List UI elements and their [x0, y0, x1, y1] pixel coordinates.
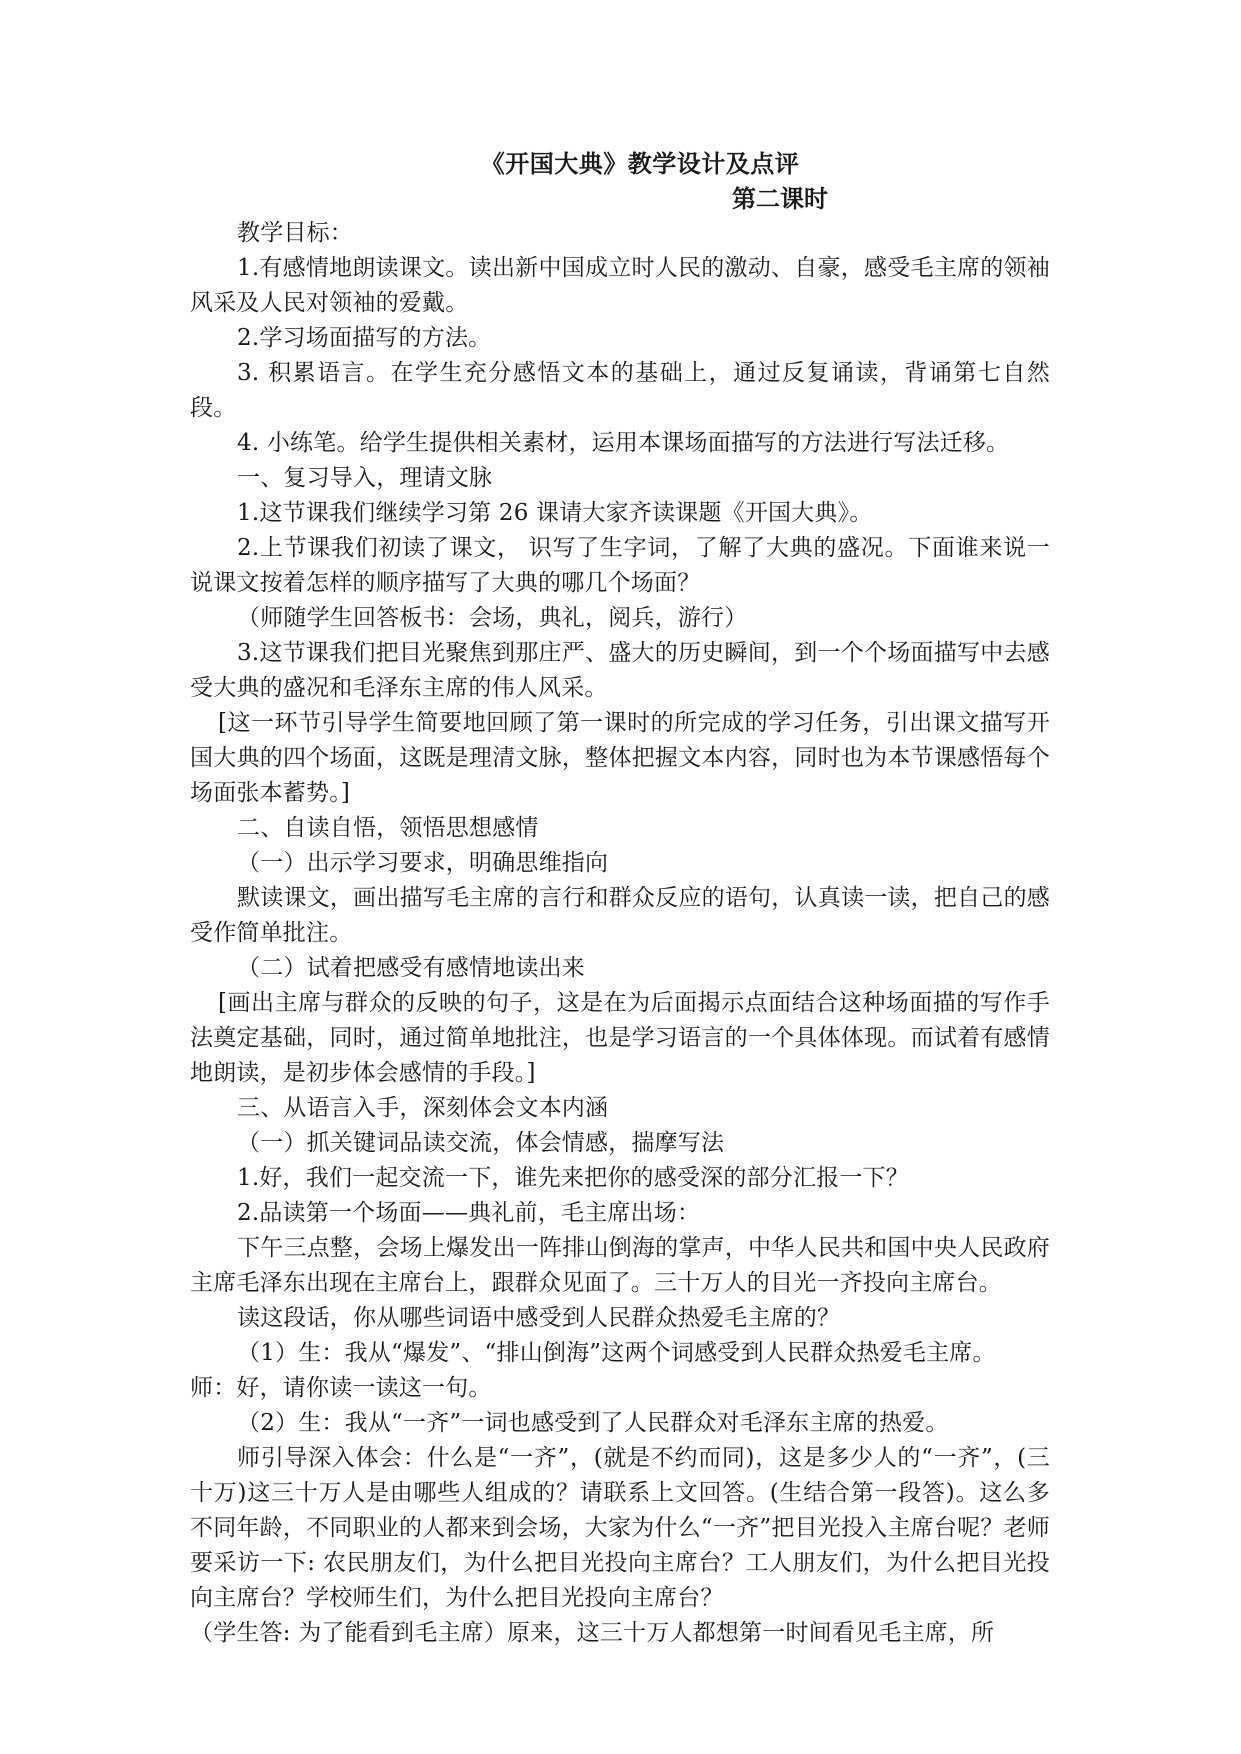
document-page	[190, 146, 1050, 1651]
document-body	[190, 216, 1050, 1651]
document-subtitle: 第二课时	[732, 184, 828, 213]
paragraph: （师随学生回答板书：会场，典礼，阅兵，游行）	[237, 605, 748, 631]
paragraph: 3.这节课我们把目光聚焦到那庄严、盛大的历史瞬间，到一个个场面描写中去感受大典的盛况和毛泽东主席的伟人风采。	[190, 640, 1050, 701]
paragraph: （一）出示学习要求，明确思维指向	[237, 850, 609, 876]
paragraph: （2）生：我从“一齐”一词也感受到了人民群众对毛泽东主席的热爱。	[237, 1410, 949, 1436]
paragraph: 读这段话，你从哪些词语中感受到人民群众热爱毛主席的？	[237, 1305, 841, 1331]
paragraph: 三、从语言入手，深刻体会文本内涵	[237, 1095, 609, 1121]
paragraph: 2.上节课我们初读了课文， 识写了生字词，了解了大典的盛况。下面谁来说一说课文按着怎样的顺序描写了大典的哪几个场面？	[190, 535, 1050, 596]
commentary-paragraph: [画出主席与群众的反映的句子，这是在为后面揭示点面结合这种场面描的写作手法奠定基础，同时，通过简单地批注，也是学习语言的一个具体体现。而试着有感情地朗读，是初步体会感情的手段。]	[190, 990, 1050, 1086]
paragraph: 1.好，我们一起交流一下，谁先来把你的感受深的部分汇报一下？	[237, 1165, 909, 1191]
paragraph: 师：好，请你读一读这一句。	[190, 1375, 492, 1401]
paragraph: 4. 小练笔。给学生提供相关素材，运用本课场面描写的方法进行写法迁移。	[237, 430, 1010, 456]
paragraph: 师引导深入体会：什么是“一齐”，(就是不约而同)，这是多少人的“一齐”，(三十万)这三十万人是由哪些人组成的？请联系上文回答。(生结合第一段答)。这么多不同年龄，不同职业的人都来到会场，大家为什么“一齐”把目光投入主席台呢？老师要采访一下: 农民朋友们，为什么把目光投向主席台？工人朋友们，为什么把目光投向主席台？学校师生们，为什么把目光投向主席台？	[190, 1445, 1050, 1611]
paragraph: 二、自读自悟，领悟思想感情	[237, 815, 539, 841]
paragraph: 默读课文，画出描写毛主席的言行和群众反应的语句，认真读一读，把自己的感受作简单批注。	[190, 885, 1050, 946]
document-title: 《开国大典》教学设计及点评	[480, 149, 800, 178]
paragraph: 教学目标：	[237, 220, 353, 246]
commentary-paragraph: [这一环节引导学生简要地回顾了第一课时的所完成的学习任务，引出课文描写开国大典的四个场面，这既是理清文脉，整体把握文本内容，同时也为本节课感悟每个场面张本蓄势。]	[190, 710, 1050, 806]
paragraph: 3. 积累语言。在学生充分感悟文本的基础上，通过反复诵读，背诵第七自然段。	[190, 360, 1050, 421]
paragraph: （学生答: 为了能看到毛主席）原来，这三十万人都想第一时间看见毛主席，所	[190, 1620, 995, 1646]
paragraph: 2.学习场面描写的方法。	[237, 325, 492, 351]
paragraph: 2.品读第一个场面——典礼前，毛主席出场：	[237, 1200, 701, 1226]
paragraph: 一、复习导入，理请文脉	[237, 465, 493, 491]
paragraph: 1.这节课我们继续学习第 26 课请大家齐读课题《开国大典》。	[237, 500, 873, 526]
paragraph: （二）试着把感受有感情地读出来	[237, 955, 585, 981]
paragraph: 下午三点整，会场上爆发出一阵排山倒海的掌声，中华人民共和国中央人民政府主席毛泽东出现在主席台上，跟群众见面了。三十万人的目光一齐投向主席台。	[190, 1235, 1050, 1296]
paragraph: 1.有感情地朗读课文。读出新中国成立时人民的激动、自豪，感受毛主席的领袖风采及人民对领袖的爱戴。	[190, 255, 1050, 316]
paragraph: （一）抓关键词品读交流，体会情感，揣摩写法	[237, 1130, 725, 1156]
paragraph: （1）生：我从“爆发”、“排山倒海”这两个词感受到人民群众热爱毛主席。	[237, 1340, 996, 1366]
